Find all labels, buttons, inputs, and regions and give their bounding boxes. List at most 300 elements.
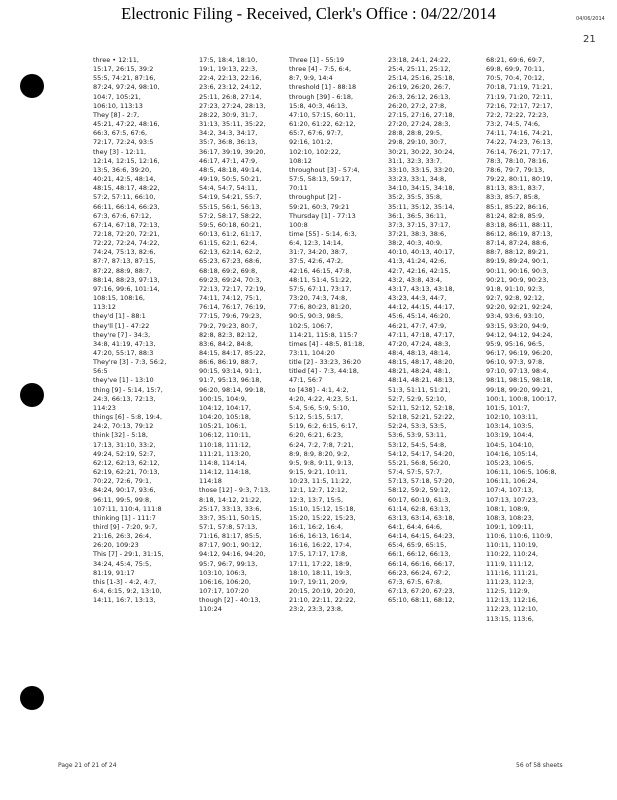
index-entry-line: 8:18, 14:12, 21:22,: [199, 495, 262, 504]
index-entry-line: 22:4, 22:13, 22:16,: [199, 74, 262, 83]
index-entry-line: 35:2, 35:5, 35:8,: [388, 193, 443, 202]
index-entry-line: Thursday [1] - 77:13: [289, 211, 356, 220]
index-entry-line: 86:12, 86:19, 87:13,: [486, 229, 553, 238]
index-entry-line: 63:13, 63:14, 63:18,: [388, 513, 455, 522]
index-entry-line: 19:1, 19:13, 22:3,: [199, 65, 258, 74]
index-entry-line: 103:10, 106:3,: [199, 568, 247, 577]
index-entry-line: 48:11, 51:4, 51:22,: [289, 275, 352, 284]
index-entry-line: 15:10, 15:12, 15:18,: [289, 504, 356, 513]
index-entry-line: 29:8, 29:10, 30:7,: [388, 138, 447, 147]
index-entry-line: 88:14, 88:23, 97:13,: [93, 275, 160, 284]
index-entry-line: 65:10, 68:11, 68:12,: [388, 596, 455, 605]
index-entry-line: 59:5, 60:18, 60:21,: [199, 220, 262, 229]
index-entry-line: 57:5, 58:13, 59:17,: [289, 175, 352, 184]
index-entry-line: 69:8, 69:9, 70:11,: [486, 65, 545, 74]
index-entry-line: 21:10, 22:11, 22:22,: [289, 596, 356, 605]
index-entry-line: 95:7, 96:7, 99:13,: [199, 559, 258, 568]
index-entry-line: 9:5, 9:8, 9:11, 9:13,: [289, 458, 354, 467]
index-entry-line: 35:7, 36:8, 36:13,: [199, 138, 258, 147]
index-entry-line: 10:23, 11:5, 11:22,: [289, 477, 352, 486]
index-entry-line: 94:12, 94:16, 94:20,: [199, 550, 266, 559]
index-entry-line: 17:5, 17:17, 17:8,: [289, 550, 348, 559]
index-entry-line: 6:20, 6:21, 6:23,: [289, 431, 344, 440]
index-entry-line: 93:4, 93:6, 93:10,: [486, 312, 545, 321]
index-entry-line: 53:12, 54:5, 54:8,: [388, 440, 447, 449]
index-entry-line: 72:17, 72:24, 93:5: [93, 138, 154, 147]
index-entry-line: 49:19, 50:5, 50:21,: [199, 175, 262, 184]
index-entry-line: 5:4, 5:6, 5:9, 5:10,: [289, 403, 350, 412]
index-entry-line: they've [1] - 13:10: [93, 376, 154, 385]
index-entry-line: 40:10, 40:13, 40:17,: [388, 248, 455, 257]
index-entry-line: 21:16, 26:3, 26:4,: [93, 532, 152, 541]
index-entry-line: 26:20, 109:23: [93, 541, 139, 550]
index-entry-line: 72:13, 72:17, 72:19,: [199, 284, 266, 293]
index-entry-line: they'd [1] - 88:1: [93, 312, 146, 321]
index-entry-line: to [438] - 4:1, 4:2,: [289, 385, 349, 394]
corner-id: 04/06/2014: [576, 16, 605, 22]
index-entry-line: 45:21, 47:22, 48:16,: [93, 120, 160, 129]
index-entry-line: 49:24, 52:19, 52:7,: [93, 449, 156, 458]
index-entry-line: 87:24, 97:24, 98:10,: [93, 83, 160, 92]
punch-hole: [20, 686, 44, 710]
index-entry-line: 104:16, 105:14,: [486, 449, 538, 458]
index-entry-line: 92:20, 92:21, 92:24,: [486, 303, 553, 312]
index-entry-line: 66:14, 66:16, 66:17,: [388, 559, 455, 568]
index-entry-line: 67:13, 67:20, 67:23,: [388, 587, 455, 596]
index-entry-line: 48:4, 48:13, 48:14,: [388, 349, 451, 357]
index-entry-line: 26:3, 26:12, 26:13,: [388, 92, 451, 101]
index-entry-line: 54:12, 54:17, 54:20,: [388, 449, 455, 458]
index-entry-line: 33:7, 35:11, 50:15,: [199, 513, 262, 522]
index-entry-line: 86:6, 86:19, 88:7,: [199, 358, 258, 367]
index-entry-line: 97:10, 97:13, 98:4,: [486, 367, 549, 376]
index-entry-line: 98:11, 98:15, 98:18,: [486, 376, 553, 385]
index-entry-line: 79:22, 80:11, 80:19,: [486, 175, 553, 184]
index-entry-line: 25:4, 25:11, 25:12,: [388, 65, 451, 74]
index-entry-line: 48:5, 48:18, 49:14,: [199, 165, 262, 174]
index-entry-line: 107:4, 107:13,: [486, 486, 534, 495]
index-entry-line: 68:18, 69:2, 69:8,: [199, 266, 258, 275]
filing-stamp-header: Electronic Filing - Received, Clerk's Office : 04/22/2014: [121, 4, 496, 23]
index-entry-line: 61:15, 62:1, 62:4,: [199, 239, 258, 248]
index-entry-line: 47:1, 56:7: [289, 376, 323, 385]
index-entry-line: 92:16, 101:2,: [289, 138, 333, 147]
index-entry-line: 96:11, 99:5, 99:8,: [93, 495, 152, 504]
index-entry-line: 106:10, 113:13: [93, 101, 143, 110]
index-entry-line: 42:16, 46:15, 47:8,: [289, 266, 352, 275]
index-entry-line: 61:20, 61:22, 62:12,: [289, 120, 356, 129]
index-entry-line: 110:11, 110:19,: [486, 541, 538, 550]
index-entry-line: 106:11, 106:24,: [486, 477, 538, 486]
index-entry-line: 100:8: [289, 220, 308, 229]
index-entry-line: 46:17, 47:1, 47:9,: [199, 156, 258, 165]
index-entry-line: 104:20, 105:18,: [199, 413, 251, 422]
punch-hole: [20, 74, 44, 98]
index-entry-line: 36:1, 36:5, 36:11,: [388, 211, 447, 220]
index-entry-line: 103:14, 103:5,: [486, 422, 534, 431]
index-entry-line: title [2] - 33:23, 36:20: [289, 358, 362, 367]
index-entry-line: 53:6, 53:9, 53:11,: [388, 431, 447, 440]
index-entry-line: 23:18, 24:1, 24:22,: [388, 56, 451, 64]
index-entry-line: 12:14, 12:15, 12:16,: [93, 156, 160, 165]
index-entry-line: 12:1, 12:7, 12:12,: [289, 486, 348, 495]
index-entry-line: 105:21, 106:1,: [199, 422, 247, 431]
index-entry-line: Three [1] - 55:19: [289, 56, 345, 64]
index-entry-line: 17:5, 18:4, 18:10,: [199, 56, 258, 64]
index-entry-line: this [1-3] - 4:2, 4:7,: [93, 577, 157, 586]
index-entry-line: 73:11, 104:20: [289, 349, 335, 357]
index-entry-line: 4:20, 4:22, 4:23, 5:1,: [289, 394, 358, 403]
index-entry-line: 15:20, 15:22, 15:23,: [289, 513, 356, 522]
index-entry-line: 25:14, 25:16, 25:18,: [388, 74, 455, 83]
index-entry-line: 106:11, 106:5, 106:8,: [486, 468, 557, 477]
index-entry-line: 90:5, 90:3, 98:5,: [289, 312, 344, 321]
index-entry-line: 87:14, 87:24, 88:6,: [486, 239, 549, 248]
index-entry-line: 59:21, 60:3, 79:21: [289, 202, 350, 211]
index-entry-line: 56:5: [93, 367, 108, 376]
index-entry-line: 16:6, 16:13, 16:14,: [289, 532, 352, 541]
index-entry-line: 68:21, 69:6, 69:7,: [486, 56, 545, 64]
index-entry-line: 110:6, 110:6, 110:9,: [486, 532, 553, 541]
index-entry-line: 62:13, 62:14, 62:2,: [199, 248, 262, 257]
index-entry-line: 40:21, 42:5, 48:14,: [93, 175, 156, 184]
index-entry-line: though [2] - 40:13,: [199, 596, 261, 605]
index-entry-line: 5:19, 6:2, 6:15, 6:17,: [289, 422, 358, 431]
index-entry-line: 54:4, 54:7, 54:11,: [199, 184, 258, 193]
index-entry-line: 90:11, 90:16, 90:3,: [486, 266, 549, 275]
index-entry-line: 60:17, 60:19, 61:3,: [388, 495, 451, 504]
index-entry-line: They're [3] - 7:3, 56:2,: [93, 358, 167, 367]
page-label: Page 21 of 21 of 24: [58, 762, 117, 769]
index-entry-line: 82:8, 82:3, 82:12,: [199, 330, 258, 339]
index-entry-line: 31:7, 34:20, 38:7,: [289, 248, 348, 257]
index-entry-line: 74:22, 74:23, 76:13,: [486, 138, 553, 147]
index-entry-line: 66:23, 66:24, 67:2,: [388, 568, 451, 577]
index-entry-line: 43:2, 43:8, 43:4,: [388, 275, 443, 284]
index-entry-line: 90:21, 90:9, 90:23,: [486, 275, 549, 284]
index-entry-line: 72:2, 72:22, 72:23,: [486, 110, 549, 119]
index-entry-line: 70:18, 71:19, 71:21,: [486, 83, 553, 92]
index-entry-line: 60:13, 61:2, 61:17,: [199, 229, 262, 238]
index-column-5: [486, 56, 606, 624]
index-entry-line: 114:23: [93, 403, 116, 412]
index-entry-line: they're [7] - 34:3,: [93, 330, 151, 339]
index-entry-line: 27:15, 27:16, 27:18,: [388, 110, 455, 119]
index-entry-line: 14:11, 16:7, 13:13,: [93, 596, 156, 605]
index-entry-line: 34:8, 41:19, 47:13,: [93, 339, 156, 348]
index-entry-line: 81:13, 83:1, 83:7,: [486, 184, 545, 193]
index-entry-line: 79:2, 79:23, 80:7,: [199, 321, 258, 330]
index-entry-line: 26:19, 26:20, 26:7,: [388, 83, 451, 92]
index-entry-line: 106:12, 110:11,: [199, 431, 251, 440]
index-entry-line: 8:9, 8:9, 8:20, 9:2,: [289, 449, 350, 458]
index-entry-line: three • 12:11,: [93, 56, 139, 64]
index-entry-line: 70:22, 72:6, 79:1,: [93, 477, 152, 486]
index-entry-line: 81:24, 82:8, 85:9,: [486, 211, 545, 220]
index-entry-line: 36:17, 39:19, 39:20,: [199, 147, 266, 156]
index-entry-line: 111:23, 112:3,: [486, 577, 534, 586]
index-entry-line: 27:20, 27:24, 28:3,: [388, 120, 451, 129]
index-entry-line: those [12] - 9:3, 7:13,: [199, 486, 271, 495]
index-entry-line: 70:5, 70:4, 70:12,: [486, 74, 545, 83]
index-entry-line: thinking [1] - 111:7: [93, 513, 156, 522]
index-entry-line: 104:5, 104:10,: [486, 440, 534, 449]
index-entry-line: 87:22, 88:9, 88:7,: [93, 266, 152, 275]
index-entry-line: 107:11, 110:4, 111:8: [93, 504, 162, 513]
index-entry-line: 57:2, 57:11, 66:10,: [93, 193, 156, 202]
index-entry-line: 48:15, 48:17, 48:22,: [93, 184, 160, 193]
index-entry-line: 41:3, 41:24, 42:6,: [388, 257, 447, 266]
index-entry-line: 107:13, 107:23,: [486, 495, 538, 504]
index-entry-line: 66:11, 66:14, 66:23,: [93, 202, 160, 211]
index-entry-line: 110:24: [199, 605, 222, 614]
index-entry-line: 65:23, 67:23, 68:6,: [199, 257, 262, 266]
index-entry-line: throughout [3] - 57:4,: [289, 165, 360, 174]
index-entry-line: 19:7, 19:11, 20:9,: [289, 577, 348, 586]
index-entry-line: 112:23, 112:10,: [486, 605, 538, 614]
index-entry-line: 107:17, 107:20: [199, 587, 249, 596]
index-entry-line: 43:23, 44:3, 44:7,: [388, 294, 447, 303]
index-entry-line: 105:23, 106:5,: [486, 458, 534, 467]
index-entry-line: 110:22, 110:24,: [486, 550, 538, 559]
index-entry-line: 9:15, 9:21, 10:11,: [289, 468, 348, 477]
index-entry-line: 99:18, 99:20, 99:21,: [486, 385, 553, 394]
page-mark: 21: [583, 34, 596, 45]
index-entry-line: 74:11, 74:16, 74:21,: [486, 129, 553, 138]
index-entry-line: 23:2, 23:3, 23:8,: [289, 605, 344, 614]
index-entry-line: 74:24, 75:13, 82:6,: [93, 248, 156, 257]
index-entry-line: 102:5, 106:7,: [289, 321, 333, 330]
index-entry-line: 72:18, 72:20, 72:21,: [93, 229, 160, 238]
index-entry-line: 37:21, 38:3, 38:6,: [388, 229, 447, 238]
index-column-1: [93, 56, 213, 605]
index-entry-line: through [39] - 6:18,: [289, 92, 354, 101]
index-entry-line: 96:20, 98:14, 99:18,: [199, 385, 266, 394]
index-entry-line: 6:24, 7:2, 7:8, 7:21,: [289, 440, 354, 449]
index-entry-line: 55:5, 74:21, 87:16,: [93, 74, 156, 83]
index-entry-line: 85:1, 85:22, 86:16,: [486, 202, 549, 211]
index-entry-line: 34:2, 34:3, 34:17,: [199, 129, 258, 138]
index-entry-line: 83:3, 85:7, 85:8,: [486, 193, 541, 202]
index-entry-line: 97:16, 99:6, 101:14,: [93, 284, 160, 293]
index-entry-line: 71:16, 81:17, 85:5,: [199, 532, 262, 541]
index-entry-line: 96:10, 97:3, 97:8,: [486, 358, 545, 367]
index-entry-line: 76:14, 76:17, 76:19,: [199, 303, 266, 312]
index-entry-line: 52:18, 52:21, 52:22,: [388, 413, 455, 422]
index-entry-line: think [32] - 5:18,: [93, 431, 148, 440]
index-entry-line: 23:6, 23:12, 24:12,: [199, 83, 262, 92]
index-entry-line: times [4] - 48:5, 81:18,: [289, 339, 365, 348]
index-entry-line: 67:3, 67:5, 67:8,: [388, 577, 443, 586]
index-entry-line: 62:19, 62:21, 70:13,: [93, 468, 160, 477]
index-entry-line: 51:3, 51:11, 51:21,: [388, 385, 451, 394]
index-entry-line: time [55] - 5:14, 6:3,: [289, 229, 357, 238]
index-entry-line: threshold [1] - 88:18: [289, 83, 357, 92]
index-entry-line: 6:4, 6:15, 9:2, 13:10,: [93, 587, 162, 596]
index-entry-line: 15:17, 26:15, 39:2: [93, 65, 154, 74]
index-entry-line: 17:13, 31:10, 33:2,: [93, 440, 156, 449]
index-entry-line: titled [4] - 7:3, 44:18,: [289, 367, 359, 376]
index-entry-line: 57:4, 57:5, 57:7,: [388, 468, 443, 477]
sheet-label: 56 of 58 sheets: [516, 762, 563, 769]
index-entry-line: 114:21, 115:8, 115:7: [289, 330, 358, 339]
index-entry-line: 108:3, 108:23,: [486, 513, 534, 522]
index-entry-line: 28:8, 28:8, 29:5,: [388, 129, 443, 138]
index-entry-line: 95:9, 95:16, 96:5,: [486, 339, 545, 348]
index-entry-line: 18:10, 18:11, 19:3,: [289, 568, 352, 577]
index-entry-line: 55:15, 56:1, 56:13,: [199, 202, 262, 211]
index-entry-line: 76:14, 76:21, 77:17,: [486, 147, 553, 156]
index-entry-line: 65:4, 65:9, 65:15,: [388, 541, 447, 550]
index-entry-line: 6:4, 12:3, 14:14,: [289, 239, 344, 248]
index-entry-line: 8:7, 9:9, 14:4: [289, 74, 333, 83]
index-entry-line: 33:23, 33:1, 34:8,: [388, 175, 447, 184]
index-entry-line: things [6] - 5:8, 19:4,: [93, 413, 163, 422]
index-entry-line: 57:1, 57:8, 57:13,: [199, 522, 258, 531]
index-entry-line: throughput [2] -: [289, 193, 342, 202]
index-entry-line: 42:7, 42:16, 42:15,: [388, 266, 451, 275]
index-entry-line: 52:7, 52:9, 52:10,: [388, 394, 447, 403]
index-entry-line: 109:1, 109:11,: [486, 522, 534, 531]
index-entry-line: 100:1, 100:8, 100:17,: [486, 394, 557, 403]
index-entry-line: 96:17, 96:19, 96:20,: [486, 349, 553, 357]
index-entry-line: 70:11: [289, 184, 308, 193]
index-entry-line: 25:11, 26:8, 27:14,: [199, 92, 262, 101]
index-entry-line: 89:19, 89:24, 90:1,: [486, 257, 549, 266]
index-entry-line: they'll [1] - 47:22: [93, 321, 150, 330]
index-entry-line: 111:21, 113:20,: [199, 449, 251, 458]
index-entry-line: 101:5, 101:7,: [486, 403, 530, 412]
index-entry-line: 73:20, 74:3, 74:8,: [289, 294, 348, 303]
index-entry-line: 48:21, 48:24, 48:1,: [388, 367, 451, 376]
index-entry-line: 94:12, 94:12, 94:24,: [486, 330, 553, 339]
index-entry-line: 25:17, 33:13, 33:6,: [199, 504, 262, 513]
index-entry-line: 112:5, 112:9,: [486, 587, 530, 596]
index-entry-line: 54:19, 54:21, 55:7,: [199, 193, 262, 202]
index-entry-line: 77:6, 80:23, 81:20,: [289, 303, 352, 312]
index-entry-line: 35:11, 35:12, 35:14,: [388, 202, 455, 211]
index-entry-line: they [3] - 12:11,: [93, 147, 147, 156]
index-entry-line: 30:21, 30:22, 30:24,: [388, 147, 455, 156]
index-entry-line: 108:1, 108:9,: [486, 504, 530, 513]
index-entry-line: 64:14, 64:15, 64:23,: [388, 532, 455, 541]
punch-hole: [20, 383, 44, 407]
index-entry-line: 43:17, 43:13, 43:18,: [388, 284, 455, 293]
index-entry-line: 113:15, 113:6,: [486, 614, 534, 623]
index-entry-line: 52:11, 52:12, 52:18,: [388, 403, 455, 412]
index-entry-line: 77:15, 79:6, 79:23,: [199, 312, 262, 321]
index-entry-line: They [8] - 2:7,: [93, 110, 140, 119]
index-entry-line: 114:18: [199, 477, 222, 486]
index-entry-line: 72:16, 72:17, 72:17,: [486, 101, 553, 110]
index-entry-line: 90:15, 93:14, 91:1,: [199, 367, 262, 376]
index-entry-line: 64:1, 64:4, 64:6,: [388, 522, 443, 531]
index-entry-line: 34:10, 34:15, 34:18,: [388, 184, 455, 193]
index-entry-line: 74:11, 74:12, 75:1,: [199, 294, 262, 303]
index-entry-line: 46:21, 47:7, 47:9,: [388, 321, 447, 330]
index-entry-line: 52:24, 53:3, 53:5,: [388, 422, 447, 431]
index-entry-line: 61:14, 62:8, 63:13,: [388, 504, 451, 513]
index-entry-line: 88:7, 88:12, 89:21,: [486, 248, 549, 257]
index-entry-line: 91:8, 91:10, 92:3,: [486, 284, 545, 293]
index-entry-line: 31:1, 32:3, 33:7,: [388, 156, 443, 165]
index-entry-line: 87:7, 87:13, 87:15,: [93, 257, 156, 266]
index-entry-line: 37:3, 37:15, 37:17,: [388, 220, 451, 229]
index-entry-line: 106:16, 106:20,: [199, 577, 251, 586]
index-entry-line: 78:3, 78:10, 78:16,: [486, 156, 549, 165]
index-entry-line: 48:15, 48:17, 48:20,: [388, 358, 455, 367]
index-entry-line: 83:6, 84:2, 84:8,: [199, 339, 254, 348]
index-entry-line: 69:23, 69:24, 70:3,: [199, 275, 262, 284]
index-entry-line: 16:16, 16:22, 17:4,: [289, 541, 352, 550]
index-entry-line: 47:10, 57:15, 60:11,: [289, 110, 356, 119]
index-entry-line: 44:12, 44:15, 44:17,: [388, 303, 455, 312]
index-entry-line: thing [9] - 5:14, 15:7,: [93, 385, 163, 394]
index-entry-line: 81:19, 91:17: [93, 568, 135, 577]
index-entry-line: 33:10, 33:15, 33:20,: [388, 165, 455, 174]
index-entry-line: 28:22, 30:9, 31:7,: [199, 110, 258, 119]
index-entry-line: 111:9, 111:12,: [486, 559, 534, 568]
index-entry-line: 15:8, 40:3, 46:13,: [289, 101, 348, 110]
index-entry-line: 71:19, 71:20, 72:11,: [486, 92, 553, 101]
index-entry-line: 13:5, 36:6, 39:20,: [93, 165, 152, 174]
index-entry-line: 26:20, 27:2, 27:8,: [388, 101, 447, 110]
index-entry-line: 34:24, 45:4, 75:5,: [93, 559, 152, 568]
index-entry-line: 67:14, 67:18, 72:13,: [93, 220, 160, 229]
index-entry-line: 55:21, 56:8, 56:20,: [388, 458, 451, 467]
index-entry-line: 65:7, 67:6, 97:7,: [289, 129, 344, 138]
index-entry-line: 12:3, 13:7, 15:5,: [289, 495, 344, 504]
index-entry-line: 113:12: [93, 303, 116, 312]
index-entry-line: 5:12, 5:15, 5:17,: [289, 413, 344, 422]
index-entry-line: 114:8, 114:14,: [199, 458, 247, 467]
index-entry-line: 112:13, 112:16,: [486, 596, 538, 605]
index-entry-line: 84:24, 90:17, 93:6,: [93, 486, 156, 495]
index-entry-line: 47:20, 55:17, 88:3: [93, 349, 154, 357]
index-entry-line: 83:18, 86:11, 88:11,: [486, 220, 553, 229]
index-entry-line: 57:13, 57:18, 57:20,: [388, 477, 455, 486]
index-entry-line: 103:19, 104:4,: [486, 431, 534, 440]
index-entry-line: 58:12, 59:2, 59:12,: [388, 486, 451, 495]
index-entry-line: This [7] - 29:1, 31:15,: [93, 550, 164, 559]
index-entry-line: 31:13, 35:11, 35:22,: [199, 120, 266, 129]
index-entry-line: 45:6, 45:14, 46:20,: [388, 312, 451, 321]
index-entry-line: 48:14, 48:21, 48:13,: [388, 376, 455, 385]
index-entry-line: 78:6, 79:7, 79:13,: [486, 165, 545, 174]
index-entry-line: 62:12, 62:13, 62:12,: [93, 458, 160, 467]
index-entry-line: 104:7, 105:21,: [93, 92, 141, 101]
index-entry-line: 24:2, 70:13, 79:12: [93, 422, 154, 431]
index-entry-line: 93:15, 93:20, 94:9,: [486, 321, 549, 330]
index-entry-line: 87:17, 90:1, 90:12,: [199, 541, 262, 550]
index-entry-line: 24:3, 66:13, 72:13,: [93, 394, 156, 403]
index-entry-line: 38:2, 40:3, 40:9,: [388, 239, 443, 248]
index-entry-line: 73:2, 74:5, 74:6,: [486, 120, 541, 129]
index-entry-line: 20:15, 20:19, 20:20,: [289, 587, 356, 596]
index-entry-line: 57:2, 58:17, 58:22,: [199, 211, 262, 220]
index-entry-line: 100:15, 104:9,: [199, 394, 247, 403]
index-entry-line: 57:5, 67:11, 73:17,: [289, 284, 352, 293]
index-entry-line: 72:22, 72:24, 74:22,: [93, 239, 160, 248]
index-entry-line: 27:23, 27:24, 28:13,: [199, 101, 266, 110]
index-entry-line: 16:1, 16:2, 16:4,: [289, 522, 344, 531]
index-entry-line: 111:16, 111:21,: [486, 568, 538, 577]
index-entry-line: 37:5, 42:6, 47:2,: [289, 257, 344, 266]
index-entry-line: 47:20, 47:24, 48:3,: [388, 339, 451, 348]
index-entry-line: 104:12, 104:17,: [199, 403, 251, 412]
index-entry-line: third [9] - 7:20, 9:7,: [93, 522, 158, 531]
index-entry-line: 66:1, 66:12, 66:13,: [388, 550, 451, 559]
